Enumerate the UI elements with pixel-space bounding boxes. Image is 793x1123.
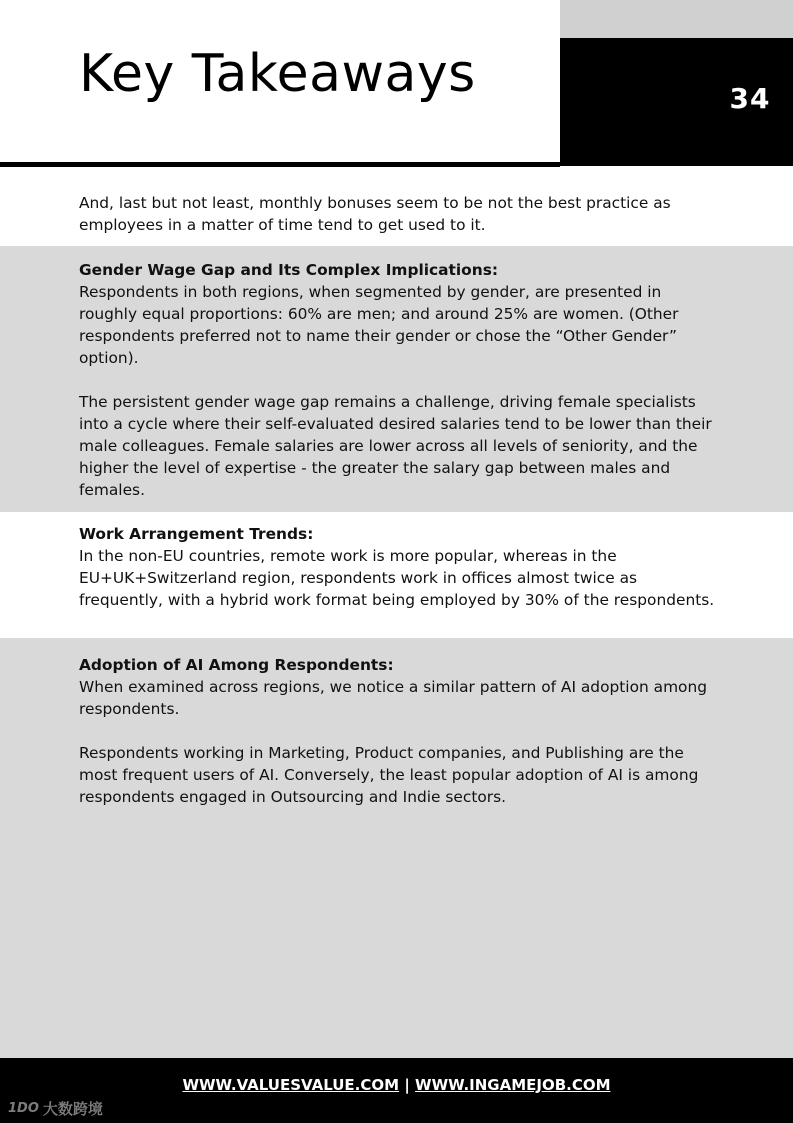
page-number: 34 <box>729 82 771 115</box>
section-ai-adoption <box>0 638 793 1058</box>
section-intro <box>0 192 793 246</box>
corner-gray-block <box>560 0 793 38</box>
title-underline <box>0 162 560 167</box>
section-work-arrangement <box>0 512 793 638</box>
intro-paragraph: And, last but not least, monthly bonuses seem to be not the best practice as employees in a matter of time tend to get used to it. <box>79 194 671 234</box>
gender-paragraph-1: Respondents in both regions, when segmented by gender, are presented in roughly equal proportions: 60% are men; and around 25% are women. (Other respondents preferred not to name their gender or chose the “Other Gender” option). <box>79 283 679 367</box>
work-heading: Work Arrangement Trends: <box>79 525 314 543</box>
valuesvalue-link[interactable]: WWW.VALUESVALUE.COM <box>182 1076 400 1094</box>
footer-separator: | <box>404 1076 410 1094</box>
ai-paragraph-2: Respondents working in Marketing, Product companies, and Publishing are the most frequent users of AI. Conversely, the least popular adoption of AI is among respondents engaged in Outsourcing and Indie sectors. <box>79 744 699 806</box>
ai-paragraph-1: When examined across regions, we notice a similar pattern of AI adoption among respondents. <box>79 678 708 718</box>
watermark-text: 大数跨境 <box>42 1100 103 1118</box>
ai-heading: Adoption of AI Among Respondents: <box>79 656 394 674</box>
watermark <box>8 1098 103 1119</box>
ingamejob-link[interactable]: WWW.INGAMEJOB.COM <box>415 1076 611 1094</box>
gender-paragraph-2: The persistent gender wage gap remains a challenge, driving female specialists into a cycle where their self-evaluated desired salaries tend to be lower than their male colleagues. Female salaries are lower across all levels of seniority, and the higher the level of expertise - the greater the salary gap between males and females. <box>79 393 712 499</box>
section-gender-wage-gap <box>0 246 793 512</box>
gender-heading: Gender Wage Gap and Its Complex Implications: <box>79 261 499 279</box>
page-title: Key Takeaways <box>79 44 476 104</box>
footer-links <box>0 1076 793 1094</box>
watermark-logo-icon: 1DO <box>8 1101 39 1116</box>
work-paragraph: In the non-EU countries, remote work is more popular, whereas in the EU+UK+Switzerland region, respondents work in offices almost twice as frequently, with a hybrid work format being employed by 30% of the respondents. <box>79 547 715 609</box>
